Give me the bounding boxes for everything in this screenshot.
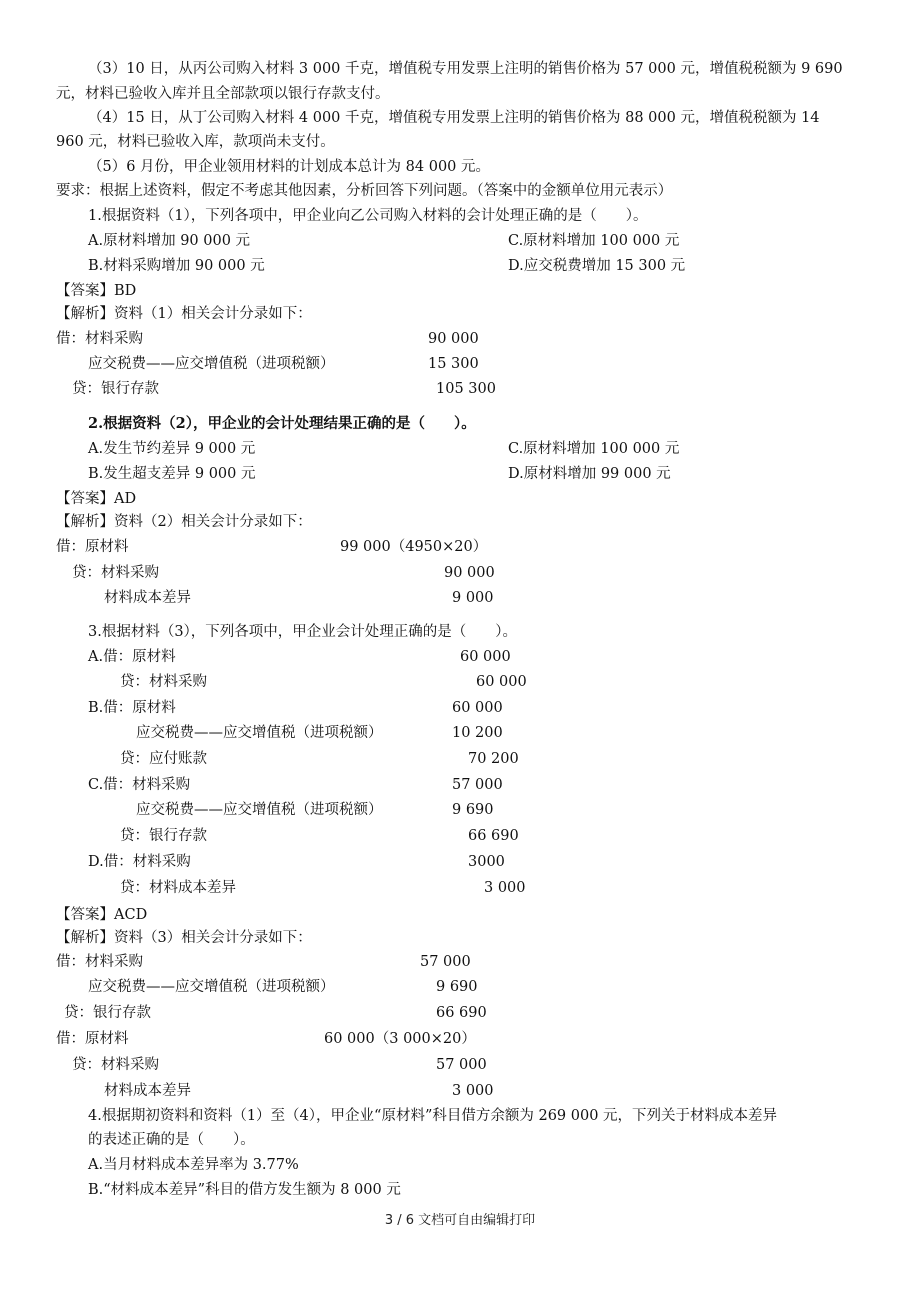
text-line: 1.根据资料（1），下列各项中，甲企业向乙公司购入材料的会计处理正确的是（ ）。 (88, 208, 648, 224)
text-line: 材料成本差异 (104, 1083, 191, 1099)
text-line: 60 000 (452, 700, 503, 716)
text-line: 材料成本差异 (104, 590, 191, 606)
text-line: 借：材料采购 (56, 331, 143, 347)
text-line: 应交税费——应交增值税（进项税额） (88, 356, 335, 372)
text-line: C.借：材料采购 (88, 777, 191, 793)
text-line: 57 000 (452, 777, 503, 793)
text-line: 应交税费——应交增值税（进项税额） (136, 725, 383, 741)
text-line: 贷：银行存款 (72, 381, 159, 397)
text-line: 贷：应付账款 (120, 751, 207, 767)
text-line: 借：原材料 (56, 539, 129, 555)
text-line: 9 690 (436, 979, 478, 995)
text-line: （5）6 月份，甲企业领用材料的计划成本总计为 84 000 元。 (88, 159, 491, 175)
text-line: 60 000 (476, 674, 527, 690)
text-line: 贷：银行存款 (120, 828, 207, 844)
text-line: 要求：根据上述资料，假定不考虑其他因素，分析回答下列问题。（答案中的金额单位用元表示） (56, 183, 673, 199)
text-line: 57 000 (436, 1057, 487, 1073)
text-line: 60 000 (460, 649, 511, 665)
text-line: 3.根据材料（3），下列各项中，甲企业会计处理正确的是（ ）。 (88, 624, 518, 640)
text-line: 66 690 (468, 828, 519, 844)
text-line: 60 000（3 000×20） (324, 1031, 476, 1047)
text-line: 90 000 (444, 565, 495, 581)
text-line: 借：原材料 (56, 1031, 129, 1047)
text-line: B.借：原材料 (88, 700, 176, 716)
text-line: 【解析】资料（2）相关会计分录如下： (56, 514, 312, 530)
text-line: 元，材料已验收入库并且全部款项以银行存款支付。 (56, 86, 390, 102)
text-line: 贷：材料成本差异 (120, 880, 236, 896)
text-line: D.借：材料采购 (88, 854, 191, 870)
text-line: D.原材料增加 99 000 元 (508, 466, 671, 482)
text-line: 的表述正确的是（ ）。 (88, 1132, 255, 1148)
text-line: C.原材料增加 100 000 元 (508, 441, 680, 457)
text-line: 9 000 (452, 590, 494, 606)
text-line: 借：材料采购 (56, 954, 143, 970)
text-line: 960 元，材料已验收入库，款项尚未支付。 (56, 134, 335, 150)
text-line: （3）10 日，从丙公司购入材料 3 000 千克，增值税专用发票上注明的销售价格为 57 000 元，增值税税额为 9 690 (88, 61, 843, 77)
text-line: 应交税费——应交增值税（进项税额） (88, 979, 335, 995)
text-line: 【答案】AD (56, 491, 137, 507)
text-line: 贷：材料采购 (72, 565, 159, 581)
text-line: 4.根据期初资料和资料（1）至（4），甲企业“原材料”科目借方余额为 269 000 元，下列关于材料成本差异 (88, 1108, 778, 1124)
text-line: 2.根据资料（2），甲企业的会计处理结果正确的是（ ）。 (88, 415, 476, 432)
text-line: 【答案】ACD (56, 907, 148, 923)
text-line: 57 000 (420, 954, 471, 970)
text-line: 10 200 (452, 725, 503, 741)
text-line: 贷：材料采购 (120, 674, 207, 690)
text-line: B.“材料成本差异”科目的借方发生额为 8 000 元 (88, 1182, 401, 1198)
text-line: C.原材料增加 100 000 元 (508, 233, 680, 249)
text-line: 105 300 (436, 381, 496, 397)
text-line: B.材料采购增加 90 000 元 (88, 258, 265, 274)
text-line: A.发生节约差异 9 000 元 (88, 441, 256, 457)
text-line: 贷：银行存款 (64, 1005, 151, 1021)
text-line: 3000 (468, 854, 505, 870)
text-line: 应交税费——应交增值税（进项税额） (136, 802, 383, 818)
text-line: 66 690 (436, 1005, 487, 1021)
text-line: A.借：原材料 (88, 649, 176, 665)
text-line: 3 000 (484, 880, 526, 896)
text-line: 贷：材料采购 (72, 1057, 159, 1073)
text-line: 【解析】资料（3）相关会计分录如下： (56, 930, 312, 946)
text-line: 【解析】资料（1）相关会计分录如下： (56, 306, 312, 322)
text-line: A.当月材料成本差异率为 3.77% (88, 1157, 299, 1173)
text-line: 99 000（4950×20） (340, 539, 488, 555)
text-line: A.原材料增加 90 000 元 (88, 233, 251, 249)
text-line: 70 200 (468, 751, 519, 767)
text-line: 15 300 (428, 356, 479, 372)
text-line: B.发生超支差异 9 000 元 (88, 466, 256, 482)
text-line: （4）15 日，从丁公司购入材料 4 000 千克，增值税专用发票上注明的销售价格为 88 000 元，增值税税额为 14 (88, 110, 820, 126)
page-footer: 3 / 6 文档可自由编辑打印 (384, 1213, 536, 1228)
text-line: 3 000 (452, 1083, 494, 1099)
text-line: D.应交税费增加 15 300 元 (508, 258, 686, 274)
text-line: 90 000 (428, 331, 479, 347)
text-line: 9 690 (452, 802, 494, 818)
text-line: 【答案】BD (56, 283, 137, 299)
